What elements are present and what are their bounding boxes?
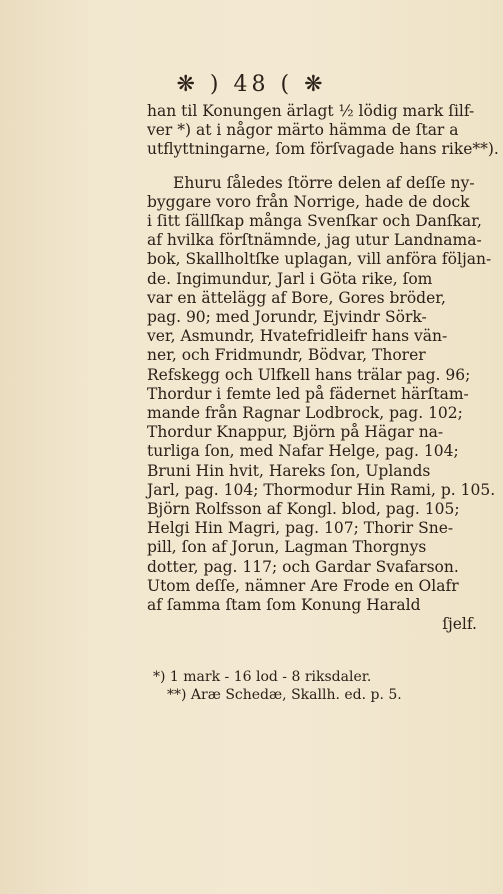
text-line: af ſamma ſtam ſom Konung Harald: [147, 596, 421, 615]
text-line: Utom deſſe, nämner Are Frode en Olafr: [147, 576, 459, 595]
text-line: Jarl, pag. 104; Thormodur Hin Rami, p. 105.: [147, 480, 496, 499]
text-line: ver *) at i någor märto hämma de ſtar a: [147, 121, 459, 140]
text-line: byggare voro från Norrige, hade de dock: [147, 192, 470, 211]
text-line: ner, och Fridmundr, Bödvar, Thorer: [147, 346, 426, 365]
text-line: pill, ſon af Jorun, Lagman Thorgnys: [147, 538, 427, 557]
text-line: han til Konungen ärlagt ½ lödig mark ſilf-: [147, 102, 475, 120]
text-line: Ehuru ſåledes ſtörre delen af deſſe ny-: [173, 173, 475, 192]
page-header: ❋ ) 48 ( ❋: [176, 72, 327, 97]
text-line: pag. 90; med Jorundr, Ejvindr Sörk-: [147, 308, 427, 327]
text-line: ver, Asmundr, Hvatefridleifr hans vän-: [147, 327, 448, 346]
text-line: bok, Skallholtſke uplagan, vill anföra följan-: [147, 250, 492, 269]
text-line: utflyttningarne, ſom förſvagade hans rike**).: [147, 140, 499, 159]
text-line: Bruni Hin hvit, Hareks ſon, Uplands: [147, 461, 431, 480]
text-line: i ſitt ſällſkap många Svenſkar och Danſkar,: [147, 212, 482, 231]
text-line: var en ättelägg af Bore, Gores bröder,: [147, 288, 446, 307]
paragraph-gap: [147, 160, 477, 174]
text-line: af hvilka förſtnämnde, jag utur Landnama-: [147, 231, 482, 250]
text-line: Helgi Hin Magri, pag. 107; Thorir Sne-: [147, 519, 454, 538]
text-line: Björn Rolfsson af Kongl. blod, pag. 105;: [147, 500, 460, 519]
footnote: **) Aræ Schedæ, Skallh. ed. p. 5.: [167, 687, 402, 703]
text-line: Refskegg och Ulfkell hans trälar pag. 96;: [147, 365, 471, 384]
text-line: Thordur i femte led på fädernet härſtam-: [147, 384, 469, 403]
body-text: [147, 102, 499, 634]
footnotes: [147, 668, 477, 704]
text-line: Thordur Knappur, Björn på Hägar na-: [147, 423, 444, 442]
text-line: dotter, pag. 117; och Gardar Svafarson.: [147, 557, 459, 576]
footnote: *) 1 mark - 16 lod - 8 riksdaler.: [153, 669, 372, 685]
text-line: turliga ſon, med Nafar Helge, pag. 104;: [147, 442, 459, 461]
text-line: mande från Ragnar Lodbrock, pag. 102;: [147, 404, 463, 423]
text-line: ſjelf.: [442, 615, 477, 634]
text-line: de. Ingimundur, Jarl i Göta rike, ſom: [147, 269, 433, 288]
